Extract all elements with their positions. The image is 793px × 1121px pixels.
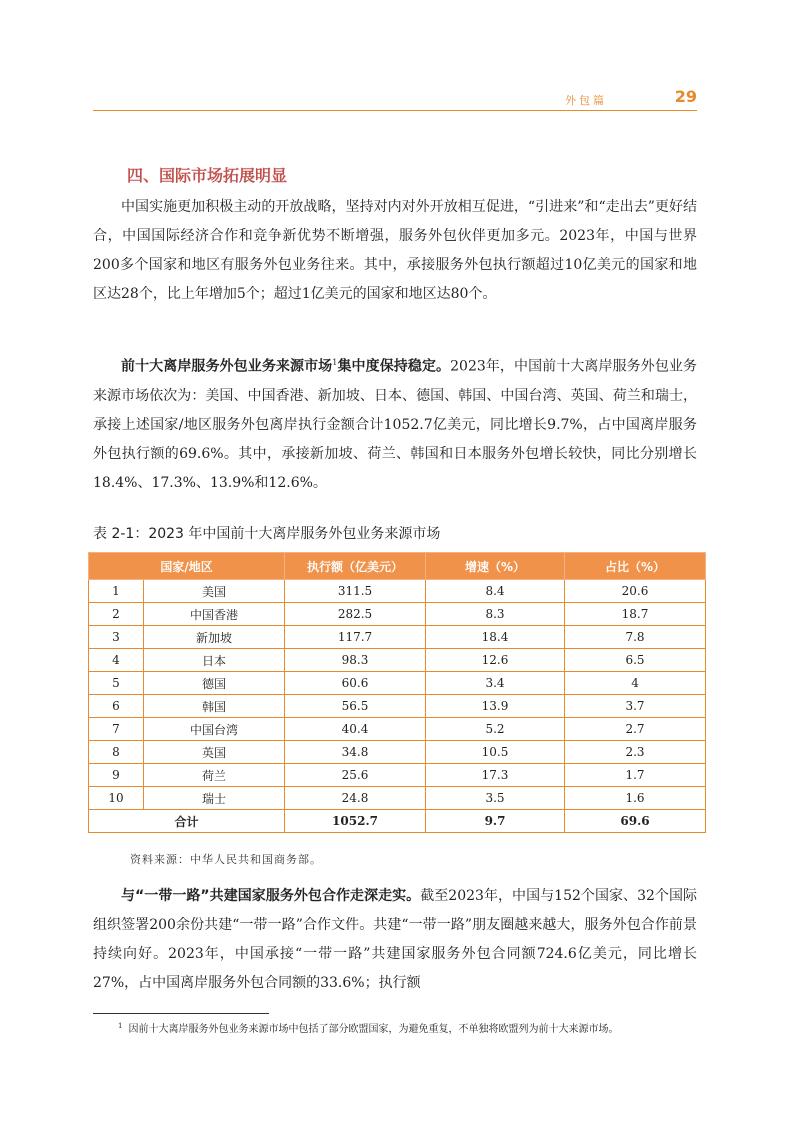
table-source: 资料来源：中华人民共和国商务部。 — [130, 853, 322, 866]
table-row — [89, 649, 706, 672]
paragraph-lead-continued: 集中度保持稳定。 — [337, 358, 451, 375]
row-rank: 8 — [89, 741, 144, 764]
row-rank: 3 — [89, 626, 144, 649]
row-amount: 60.6 — [285, 672, 426, 695]
table-row — [89, 626, 706, 649]
top-markets-table — [88, 552, 706, 833]
row-share: 4 — [565, 672, 706, 695]
paragraph-lead: 与“一带一路”共建国家服务外包合作走深走实。 — [121, 888, 421, 904]
running-header: 外包篇 — [565, 94, 607, 107]
table-row — [89, 695, 706, 718]
row-amount: 282.5 — [285, 603, 426, 626]
total-growth: 9.7 — [426, 810, 565, 833]
row-growth: 13.9 — [426, 695, 565, 718]
row-share: 20.6 — [565, 580, 706, 603]
row-rank: 7 — [89, 718, 144, 741]
row-share: 1.7 — [565, 764, 706, 787]
row-growth: 17.3 — [426, 764, 565, 787]
row-share: 18.7 — [565, 603, 706, 626]
row-share: 7.8 — [565, 626, 706, 649]
table-row — [89, 718, 706, 741]
row-rank: 6 — [89, 695, 144, 718]
row-region: 新加坡 — [144, 626, 285, 649]
paragraph-lead: 前十大离岸服务外包业务来源市场 — [121, 358, 333, 375]
total-amount: 1052.7 — [285, 810, 426, 833]
row-region: 德国 — [144, 672, 285, 695]
header-divider — [93, 110, 697, 111]
row-rank: 5 — [89, 672, 144, 695]
row-share: 2.3 — [565, 741, 706, 764]
row-growth: 12.6 — [426, 649, 565, 672]
column-header-region: 国家/地区 — [89, 553, 285, 580]
row-growth: 8.3 — [426, 603, 565, 626]
row-amount: 98.3 — [285, 649, 426, 672]
table-row — [89, 603, 706, 626]
row-rank: 1 — [89, 580, 144, 603]
row-rank: 9 — [89, 764, 144, 787]
table-row — [89, 672, 706, 695]
row-region: 中国台湾 — [144, 718, 285, 741]
table-caption: 表 2-1：2023 年中国前十大离岸服务外包业务来源市场 — [93, 526, 441, 542]
row-growth: 3.5 — [426, 787, 565, 810]
row-amount: 24.8 — [285, 787, 426, 810]
row-amount: 40.4 — [285, 718, 426, 741]
total-share: 69.6 — [565, 810, 706, 833]
table-row — [89, 580, 706, 603]
row-growth: 10.5 — [426, 741, 565, 764]
row-amount: 34.8 — [285, 741, 426, 764]
footnote-text: 因前十大离岸服务外包业务来源市场中包括了部分欧盟国家，为避免重复，不单独将欧盟列为前十大来源市场。 — [128, 1024, 619, 1035]
row-region: 中国香港 — [144, 603, 285, 626]
row-growth: 5.2 — [426, 718, 565, 741]
row-amount: 117.7 — [285, 626, 426, 649]
total-label: 合计 — [89, 810, 285, 833]
row-region: 美国 — [144, 580, 285, 603]
row-share: 3.7 — [565, 695, 706, 718]
page-number: 29 — [674, 87, 697, 106]
row-region: 瑞士 — [144, 787, 285, 810]
column-header-growth: 增速（%） — [426, 553, 565, 580]
row-region: 日本 — [144, 649, 285, 672]
paragraph-market-overview: 中国实施更加积极主动的开放战略，坚持对内对外开放相互促进，“引进来”和“走出去”更好结合，中国国际经济合作和竞争新优势不断增强，服务外包伙伴更加多元。2023年，中国与世界200多个国家和地区有服务外包业务往来。其中，承接服务外包执行额超过10亿美元的国家和地区达28个，比上年增加5个；超过1亿美元的国家和地区达80个。 — [93, 199, 697, 302]
row-rank: 10 — [89, 787, 144, 810]
table-row — [89, 741, 706, 764]
row-region: 荷兰 — [144, 764, 285, 787]
row-growth: 3.4 — [426, 672, 565, 695]
row-rank: 4 — [89, 649, 144, 672]
table-total-row — [89, 810, 706, 833]
row-growth: 8.4 — [426, 580, 565, 603]
row-region: 英国 — [144, 741, 285, 764]
table-row — [89, 764, 706, 787]
column-header-share: 占比（%） — [565, 553, 706, 580]
row-amount: 25.6 — [285, 764, 426, 787]
paragraph-body: 截至2023年，中国与152个国家、32个国际组织签署200余份共建“一带一路”合作文件。共建“一带一路”朋友圈越来越大，服务外包合作前景持续向好。2023年，中国承接“一带一路”共建国家服务外包合同额724.6亿美元，同比增长27%，占中国离岸服务外包合同额的33.6%；执行额 — [93, 888, 697, 991]
section-title: 四、国际市场拓展明显 — [127, 166, 288, 185]
column-header-amount: 执行额（亿美元） — [285, 553, 426, 580]
row-rank: 2 — [89, 603, 144, 626]
paragraph-body: 2023年，中国前十大离岸服务外包业务来源市场依次为：美国、中国香港、新加坡、日本、德国、韩国、中国台湾、英国、荷兰和瑞士，承接上述国家/地区服务外包离岸执行金额合计1052.7亿美元，同比增长9.7%，占中国离岸服务外包执行额的69.6%。其中，承接新加坡、荷兰、韩国和日本服务外包增长较快，同比分别增长18.4%、17.3%、13.9%和12.6%。 — [93, 358, 698, 491]
paragraph-belt-and-road — [93, 882, 697, 998]
row-share: 6.5 — [565, 649, 706, 672]
table-header-row — [89, 553, 706, 580]
row-share: 2.7 — [565, 718, 706, 741]
footnote-divider — [93, 1013, 269, 1014]
row-amount: 56.5 — [285, 695, 426, 718]
footnote — [118, 1020, 618, 1035]
footnote-reference[interactable]: 1 — [332, 358, 338, 367]
row-amount: 311.5 — [285, 580, 426, 603]
footnote-mark: 1 — [118, 1021, 123, 1030]
row-region: 韩国 — [144, 695, 285, 718]
table-row — [89, 787, 706, 810]
row-growth: 18.4 — [426, 626, 565, 649]
row-share: 1.6 — [565, 787, 706, 810]
paragraph-top-ten-markets — [93, 348, 697, 498]
